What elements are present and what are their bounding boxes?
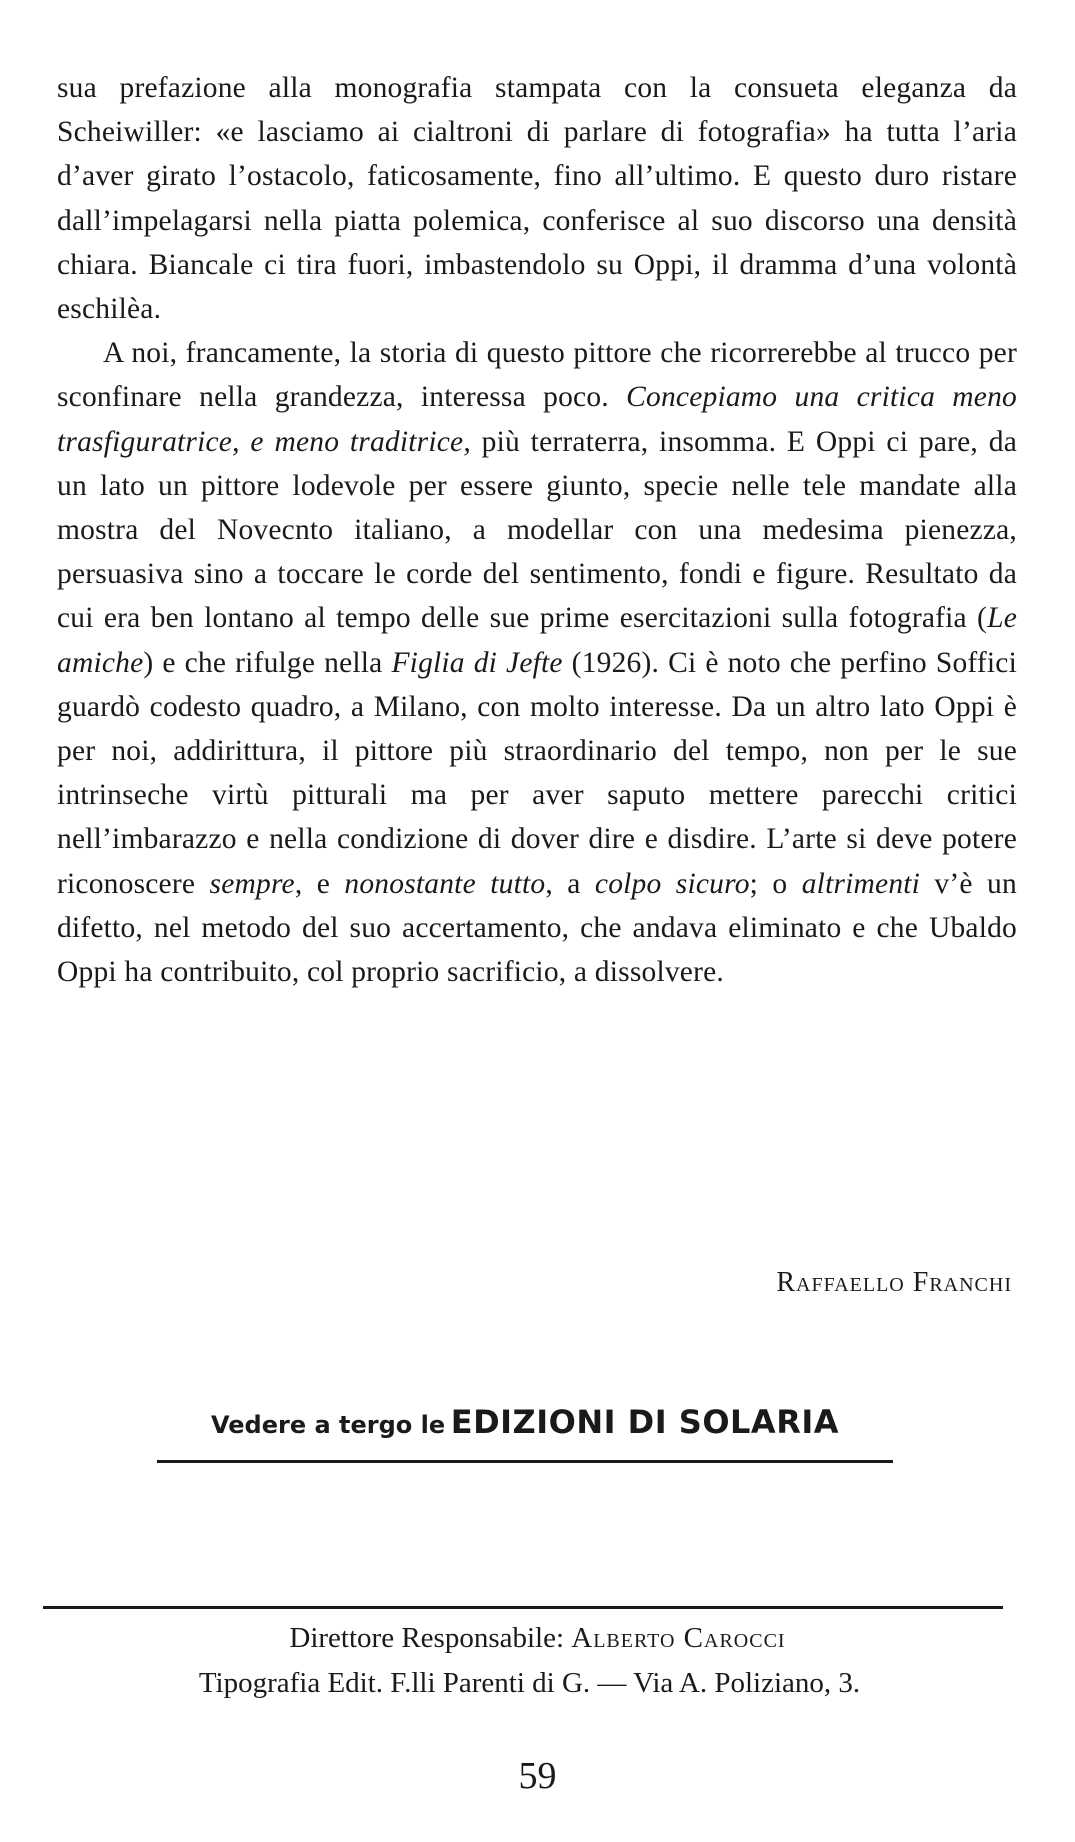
text-run: v’è un difetto, nel metodo del suo accertamento, che andava eliminato e che Ubaldo Oppi ha contribuito, col proprio sacrificio, a dissolvere. — [57, 867, 1017, 989]
italic-text: sempre — [209, 867, 295, 900]
page-number: 59 — [518, 1755, 557, 1797]
director-name: Alberto Carocci — [571, 1622, 786, 1654]
italic-text: Figlia di Jefte — [391, 646, 563, 679]
text-run: più terraterra, insomma. E Oppi ci pare, da un lato un pittore lodevole per essere giunto, specie nelle tele mandate alla mostra del Novecnto italiano, a modellar con una medesima pienezza, persuasiva sino a toccare le corde del sentimento, fondi e figure. Resultato da cui era ben lontano al tempo delle sue prime esercitazioni sulla fotografia ( — [57, 425, 1017, 635]
text-run: A noi, francamente, la storia di questo pittore che ricorrerebbe al trucco per sconfinare nella grandezza, interessa poco. — [57, 337, 1017, 414]
footer-director — [0, 1622, 1075, 1655]
text-run: , a — [545, 867, 595, 900]
notice-underline — [157, 1460, 893, 1463]
notice-prefix: Vedere a tergo le — [210, 1411, 446, 1439]
notice-emphasis: EDIZIONI DI SOLARIA — [450, 1403, 839, 1441]
article-body — [57, 66, 1017, 994]
text-run: (1926). Ci è noto che perfino Soffici guardò codesto quadro, a Milano, con molto interesse. Da un altro lato Oppi è per noi, addirittura, il pittore più straordinario del tempo, non per le sue intrinseche virtù pitturali ma per aver saputo mettere parecchi critici nell’imbarazzo e nella condizione di dover dire e disdire. L’arte si deve potere riconoscere — [57, 646, 1018, 900]
text-run: ; o — [749, 867, 802, 900]
editions-notice — [155, 1403, 895, 1441]
text-run: , e — [294, 867, 345, 900]
footer-divider — [43, 1606, 1003, 1609]
italic-text: Concepiamo una critica meno trasfiguratrice, e meno traditrice, — [57, 381, 1017, 458]
italic-text: altrimenti — [801, 867, 921, 900]
author-signature: Raffaello Franchi — [776, 1267, 1012, 1298]
director-label: Direttore Responsabile: — [289, 1622, 565, 1654]
italic-text: colpo sicuro — [594, 867, 750, 900]
italic-text: nonostante tutto — [344, 867, 546, 900]
text-run: ) e che rifulge nella — [143, 646, 392, 679]
italic-text: Le amiche — [57, 602, 1017, 679]
paragraph — [57, 331, 1017, 994]
footer-printer: Tipografia Edit. F.lli Parenti di G. — Via A. Poliziano, 3. — [198, 1667, 861, 1699]
paragraph — [57, 66, 1017, 331]
text-run: sua prefazione alla monografia stampata con la consueta eleganza da Scheiwiller: «e lasciamo ai cialtroni di parlare di fotografia» ha tutta l’aria d’aver girato l’ostacolo, faticosamente, fino all’ultimo. E questo duro ristare dall’impelagarsi nella piatta polemica, conferisce al suo discorso una densità chiara. Biancale ci tira fuori, imbastendolo su Oppi, il dramma d’una volontà eschilèa. — [57, 72, 1017, 326]
